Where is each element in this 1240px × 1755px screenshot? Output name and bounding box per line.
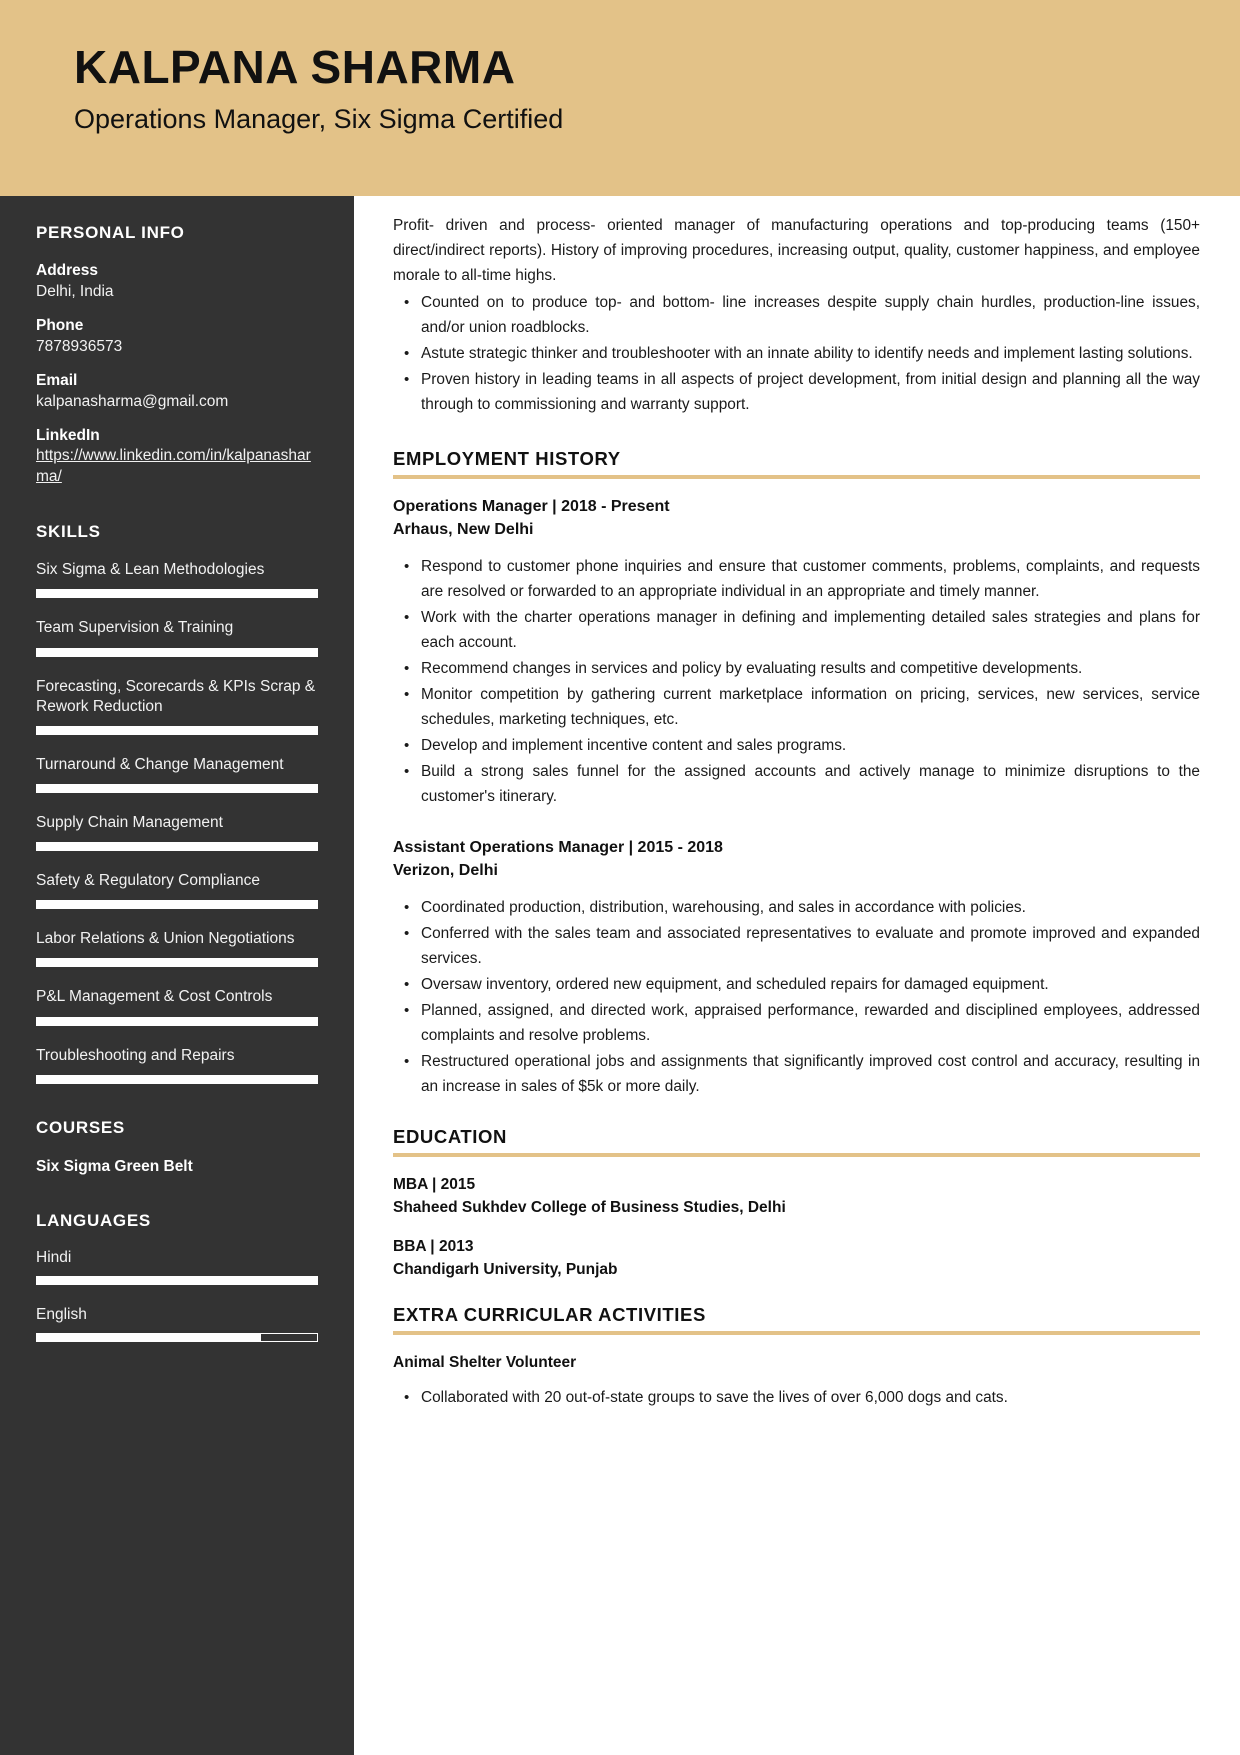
skill-rating-fill: [37, 590, 317, 597]
skill-rating-bar: [36, 589, 318, 598]
resume-header: [0, 0, 1240, 196]
skill-rating-bar: [36, 1075, 318, 1084]
skill-label: Team Supervision & Training: [36, 619, 234, 637]
education-entry: [393, 1173, 1200, 1220]
skill-item: [36, 677, 318, 735]
skill-rating-bar: [36, 726, 318, 735]
job-bullet-list: [393, 896, 1200, 1100]
resume-body: [0, 196, 1240, 1755]
list-item: • Proven history in leading teams in all aspects of project development, from initial design and planning all the way through to commissioning and warranty support.: [393, 368, 1200, 418]
skill-rating-bar: [36, 648, 318, 657]
skill-label: Safety & Regulatory Compliance: [36, 872, 261, 890]
activity-bullet-list: [393, 1386, 1200, 1411]
section-divider: [393, 1153, 1200, 1157]
job-company: Verizon, Delhi: [393, 861, 498, 879]
skill-item: [36, 929, 318, 967]
header-subtitle: Operations Manager, Six Sigma Certified: [74, 104, 564, 135]
info-field-email: [36, 371, 318, 413]
skill-rating-bar: [36, 1017, 318, 1026]
info-label: Phone: [36, 316, 84, 334]
language-item: [36, 1249, 318, 1285]
language-label: Hindi: [36, 1249, 72, 1267]
list-item: • Develop and implement incentive content and sales programs.: [393, 734, 1200, 759]
skill-item: [36, 871, 318, 909]
list-item: • Conferred with the sales team and associated representatives to evaluate and promote improved and expanded services.: [393, 922, 1200, 972]
page-title: KALPANA SHARMA: [74, 41, 516, 93]
language-rating-bar: [36, 1276, 318, 1285]
list-item: • Respond to customer phone inquiries and ensure that customer comments, problems, complaints, and requests are resolved or forwarded to an appropriate individual in an appropriate and timely manner.: [393, 555, 1200, 605]
education-entry: [393, 1235, 1200, 1282]
section-divider: [393, 475, 1200, 479]
section-personal-info: [36, 223, 318, 488]
info-label: Address: [36, 262, 99, 279]
sidebar-heading-languages: LANGUAGES: [36, 1211, 151, 1231]
info-label: LinkedIn: [36, 426, 100, 444]
skill-item: [36, 813, 318, 851]
list-item: • Coordinated production, distribution, warehousing, and sales in accordance with policies.: [393, 896, 1200, 921]
list-item: • Monitor competition by gathering current marketplace information on pricing, services, new services, service schedules, marketing techniques, etc.: [393, 683, 1200, 733]
sidebar-heading-courses: COURSES: [36, 1117, 125, 1137]
skill-item: [36, 987, 318, 1025]
section-employment-history: [393, 448, 1200, 1100]
job-title: Operations Manager | 2018 - Present: [393, 497, 670, 515]
skill-rating-fill: [37, 785, 317, 792]
skill-rating-fill: [37, 901, 317, 908]
section-heading: EDUCATION: [393, 1125, 507, 1147]
sidebar-heading-skills: SKILLS: [36, 522, 101, 542]
list-item: • Recommend changes in services and policy by evaluating results and competitive developments.: [393, 657, 1200, 682]
education-school: Shaheed Sukhdev College of Business Studies, Delhi: [393, 1198, 786, 1216]
list-item: • Restructured operational jobs and assignments that significantly improved cost control and accuracy, resulting in an increase in sales of $5k or more daily.: [393, 1050, 1200, 1100]
skill-rating-bar: [36, 900, 318, 909]
section-courses: [36, 1118, 318, 1178]
main-content: [354, 196, 1240, 1755]
section-languages: [36, 1211, 318, 1342]
list-item: • Planned, assigned, and directed work, appraised performance, rewarded and disciplined employees, addressed complaints and resolve problems.: [393, 999, 1200, 1049]
language-rating-bar: [36, 1333, 318, 1342]
summary-bullet-list: [393, 291, 1200, 418]
skill-item: [36, 560, 318, 598]
skill-label: Six Sigma & Lean Methodologies: [36, 561, 265, 579]
language-rating-fill: [37, 1277, 317, 1284]
info-field-linkedin: [36, 426, 318, 489]
skill-rating-bar: [36, 958, 318, 967]
skill-rating-fill: [37, 959, 317, 966]
skill-rating-bar: [36, 842, 318, 851]
list-item: • Astute strategic thinker and troubleshooter with an innate ability to identify needs and implement lasting solutions.: [393, 342, 1200, 367]
education-degree: BBA | 2013: [393, 1238, 474, 1256]
education-degree: MBA | 2015: [393, 1175, 476, 1193]
skill-item: [36, 1046, 318, 1084]
skill-label: Troubleshooting and Repairs: [36, 1046, 235, 1064]
list-item: • Build a strong sales funnel for the assigned accounts and actively manage to minimize disruptions to the customer's itinerary.: [393, 760, 1200, 810]
skill-rating-fill: [37, 727, 317, 734]
list-item: • Counted on to produce top- and bottom- line increases despite supply chain hurdles, production-line issues, and/or union roadblocks.: [393, 291, 1200, 341]
skill-rating-bar: [36, 784, 318, 793]
skill-item: [36, 755, 318, 793]
info-label: Email: [36, 371, 78, 389]
skill-label: Supply Chain Management: [36, 814, 223, 831]
course-item: Six Sigma Green Belt: [36, 1157, 193, 1175]
info-value: 7878936573: [36, 337, 123, 355]
language-item: [36, 1306, 318, 1342]
list-item: • Work with the charter operations manager in defining and implementing detailed sales strategies and plans for each account.: [393, 606, 1200, 656]
job-bullet-list: [393, 555, 1200, 810]
job-entry: [393, 495, 1200, 810]
skill-label: Turnaround & Change Management: [36, 755, 284, 773]
section-skills: [36, 522, 318, 1083]
section-heading: EXTRA CURRICULAR ACTIVITIES: [393, 1303, 706, 1325]
job-title: Assistant Operations Manager | 2015 - 2018: [393, 838, 723, 856]
info-field-phone: [36, 316, 318, 358]
skill-rating-fill: [37, 1018, 317, 1025]
job-entry: [393, 836, 1200, 1100]
section-education: [393, 1126, 1200, 1282]
linkedin-link[interactable]: https://www.linkedin.com/in/kalpanasharma/: [36, 447, 311, 486]
professional-summary: Profit- driven and process- oriented manager of manufacturing operations and top-producing teams (150+ direct/indirect reports). History of improving procedures, increasing output, quality, customer happiness, and employee morale to all-time highs.: [393, 217, 1200, 284]
job-company: Arhaus, New Delhi: [393, 520, 534, 538]
info-value: Delhi, India: [36, 282, 114, 300]
education-school: Chandigarh University, Punjab: [393, 1261, 618, 1279]
skill-item: [36, 618, 318, 656]
list-item: • Collaborated with 20 out-of-state groups to save the lives of over 6,000 dogs and cats.: [393, 1386, 1200, 1411]
list-item: • Oversaw inventory, ordered new equipment, and scheduled repairs for damaged equipment.: [393, 973, 1200, 998]
info-field-address: [36, 261, 318, 303]
skill-rating-fill: [37, 649, 317, 656]
sidebar-heading-personal-info: PERSONAL INFO: [36, 223, 185, 242]
skill-label: P&L Management & Cost Controls: [36, 988, 273, 1006]
skill-rating-fill: [37, 1076, 317, 1083]
language-rating-fill: [37, 1334, 261, 1341]
language-label: English: [36, 1306, 87, 1324]
section-extra-curricular: [393, 1304, 1200, 1411]
info-value: kalpanasharma@gmail.com: [36, 392, 229, 410]
sidebar: [0, 196, 354, 1755]
section-divider: [393, 1331, 1200, 1335]
activity-title: Animal Shelter Volunteer: [393, 1353, 577, 1371]
skill-label: Labor Relations & Union Negotiations: [36, 930, 295, 948]
skill-label: Forecasting, Scorecards & KPIs Scrap & Rework Reduction: [36, 677, 316, 715]
section-heading: EMPLOYMENT HISTORY: [393, 447, 621, 469]
skill-rating-fill: [37, 843, 317, 850]
